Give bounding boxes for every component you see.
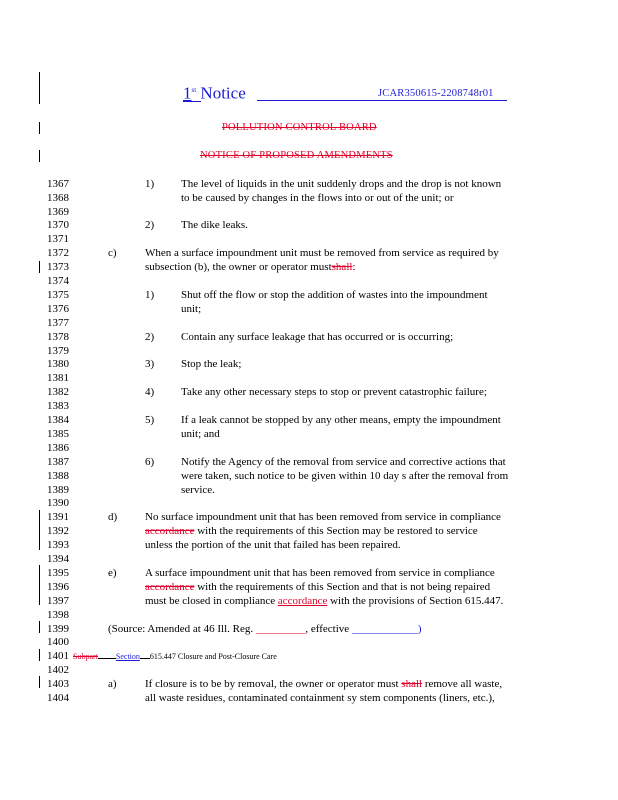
body-text: If a leak cannot be stopped by any other means, empty the impoundment: [181, 414, 501, 426]
body-text: The level of liquids in the unit suddenly drops and the drop is not known: [181, 178, 502, 190]
notice-title: NOTICE OF PROPOSED AMENDMENTS: [200, 150, 393, 161]
line-number: 1381: [47, 372, 69, 384]
line-number: 1377: [47, 317, 69, 329]
change-bar: [39, 649, 40, 661]
line-number: 1387: [47, 456, 69, 468]
line-number: 1370: [47, 219, 69, 231]
source-note: (Source: Amended at 46 Ill. Reg. _________, effective ____________): [108, 623, 422, 635]
body-text: unless the portion of the unit that failed has been repaired.: [145, 539, 401, 551]
line-number: 1374: [47, 275, 69, 287]
body-text: all waste residues, contaminated containment sy stem components (liners, etc.),: [145, 692, 495, 704]
line-number: 1384: [47, 414, 69, 426]
change-bar: [39, 261, 40, 273]
line-number: 1399: [47, 623, 69, 635]
body-text: service.: [181, 484, 215, 496]
line-number: 1373: [47, 261, 69, 273]
item-number: 3): [145, 358, 155, 370]
line-number: 1391: [47, 511, 69, 523]
change-bar: [39, 676, 40, 688]
line-number: 1393: [47, 539, 69, 551]
line-number: 1390: [47, 497, 69, 509]
item-number: 1): [145, 289, 155, 301]
body-text: When a surface impoundment unit must be removed from service as required by: [145, 247, 499, 259]
body-text: Take any other necessary steps to stop or prevent catastrophic failure;: [181, 386, 487, 398]
change-bar: [39, 150, 40, 162]
line-number: 1369: [47, 206, 69, 218]
line-number: 1389: [47, 484, 69, 496]
line-number: 1396: [47, 581, 69, 593]
line-number: 1385: [47, 428, 69, 440]
line-number: 1378: [47, 331, 69, 343]
line-number: 1402: [47, 664, 69, 676]
deleted-text: accordance: [145, 525, 195, 537]
item-number: 5): [145, 414, 155, 426]
body-text: Notify the Agency of the removal from service and corrective actions that: [181, 456, 506, 468]
heading-rule: [183, 101, 201, 102]
line-number: 1401: [47, 650, 69, 662]
item-number: 2): [145, 331, 155, 343]
subsection-label: c): [108, 247, 117, 259]
line-number: 1388: [47, 470, 69, 482]
body-text: unit; and: [181, 428, 220, 440]
body-text: must be closed in compliance accordance with the provisions of Section 615.447.: [145, 595, 504, 607]
line-number: 1398: [47, 609, 69, 621]
line-number: 1404: [47, 692, 69, 704]
inserted-text: accordance: [277, 595, 328, 607]
document-id: JCAR350615-2208748r01: [378, 88, 494, 99]
deleted-text: shall: [401, 678, 423, 690]
deleted-text: Subpart: [73, 652, 98, 661]
body-text: to be caused by changes in the flows into or out of the unit; or: [181, 192, 454, 204]
notice-suffix: st: [191, 86, 197, 94]
line-number: 1392: [47, 525, 69, 537]
item-number: 6): [145, 456, 155, 468]
line-number: 1382: [47, 386, 69, 398]
body-text: accordance with the requirements of this Section and that is not being repaired: [145, 581, 491, 593]
line-number: 1386: [47, 442, 69, 454]
line-number: 1375: [47, 289, 69, 301]
item-number: 4): [145, 386, 155, 398]
notice-number: 1: [183, 83, 192, 103]
line-number: 1383: [47, 400, 69, 412]
line-number: 1376: [47, 303, 69, 315]
board-name: POLLUTION CONTROL BOARD: [222, 122, 377, 133]
line-number: 1400: [47, 636, 69, 648]
line-number: 1367: [47, 178, 69, 190]
subsection-label: e): [108, 567, 117, 579]
subsection-label: d): [108, 511, 118, 523]
change-bar: [39, 122, 40, 134]
body-text: The dike leaks.: [181, 219, 248, 231]
body-text: A surface impoundment unit that has been removed from service in compliance: [145, 567, 495, 579]
line-number: 1372: [47, 247, 69, 259]
body-text: No surface impoundment unit that has been removed from service in compliance: [145, 511, 501, 523]
body-text: If closure is to be by removal, the owner or operator must shall remove all waste,: [145, 678, 503, 690]
deleted-text: shall: [331, 261, 353, 273]
body-text: Stop the leak;: [181, 358, 242, 370]
body-text: Shut off the flow or stop the addition of wastes into the impoundment: [181, 289, 488, 301]
change-bar: [39, 72, 40, 104]
subsection-label: a): [108, 678, 117, 690]
body-text: Contain any surface leakage that has occurred or is occurring;: [181, 331, 454, 343]
body-text: were taken, such notice to be given within 10 day s after the removal from: [181, 470, 509, 482]
section-heading: Subpart Section 615.447 Closure and Post-Closure Care: [73, 652, 277, 661]
line-number: 1368: [47, 192, 69, 204]
item-number: 1): [145, 178, 155, 190]
line-number: 1371: [47, 233, 69, 245]
line-number: 1380: [47, 358, 69, 370]
change-bar: [39, 510, 40, 550]
line-number: 1403: [47, 678, 69, 690]
line-number: 1379: [47, 345, 69, 357]
deleted-text: accordance: [145, 581, 195, 593]
heading-rule: [257, 100, 507, 101]
inserted-text: Section: [115, 652, 140, 661]
line-number: 1394: [47, 553, 69, 565]
body-text: accordance with the requirements of this Section may be restored to service: [145, 525, 478, 537]
change-bar: [39, 565, 40, 605]
line-number: 1395: [47, 567, 69, 579]
item-number: 2): [145, 219, 155, 231]
body-text: subsection (b), the owner or operator mustshall:: [145, 261, 356, 273]
body-text: unit;: [181, 303, 202, 315]
line-number: 1397: [47, 595, 69, 607]
notice-word: Notice: [200, 83, 246, 103]
change-bar: [39, 621, 40, 633]
